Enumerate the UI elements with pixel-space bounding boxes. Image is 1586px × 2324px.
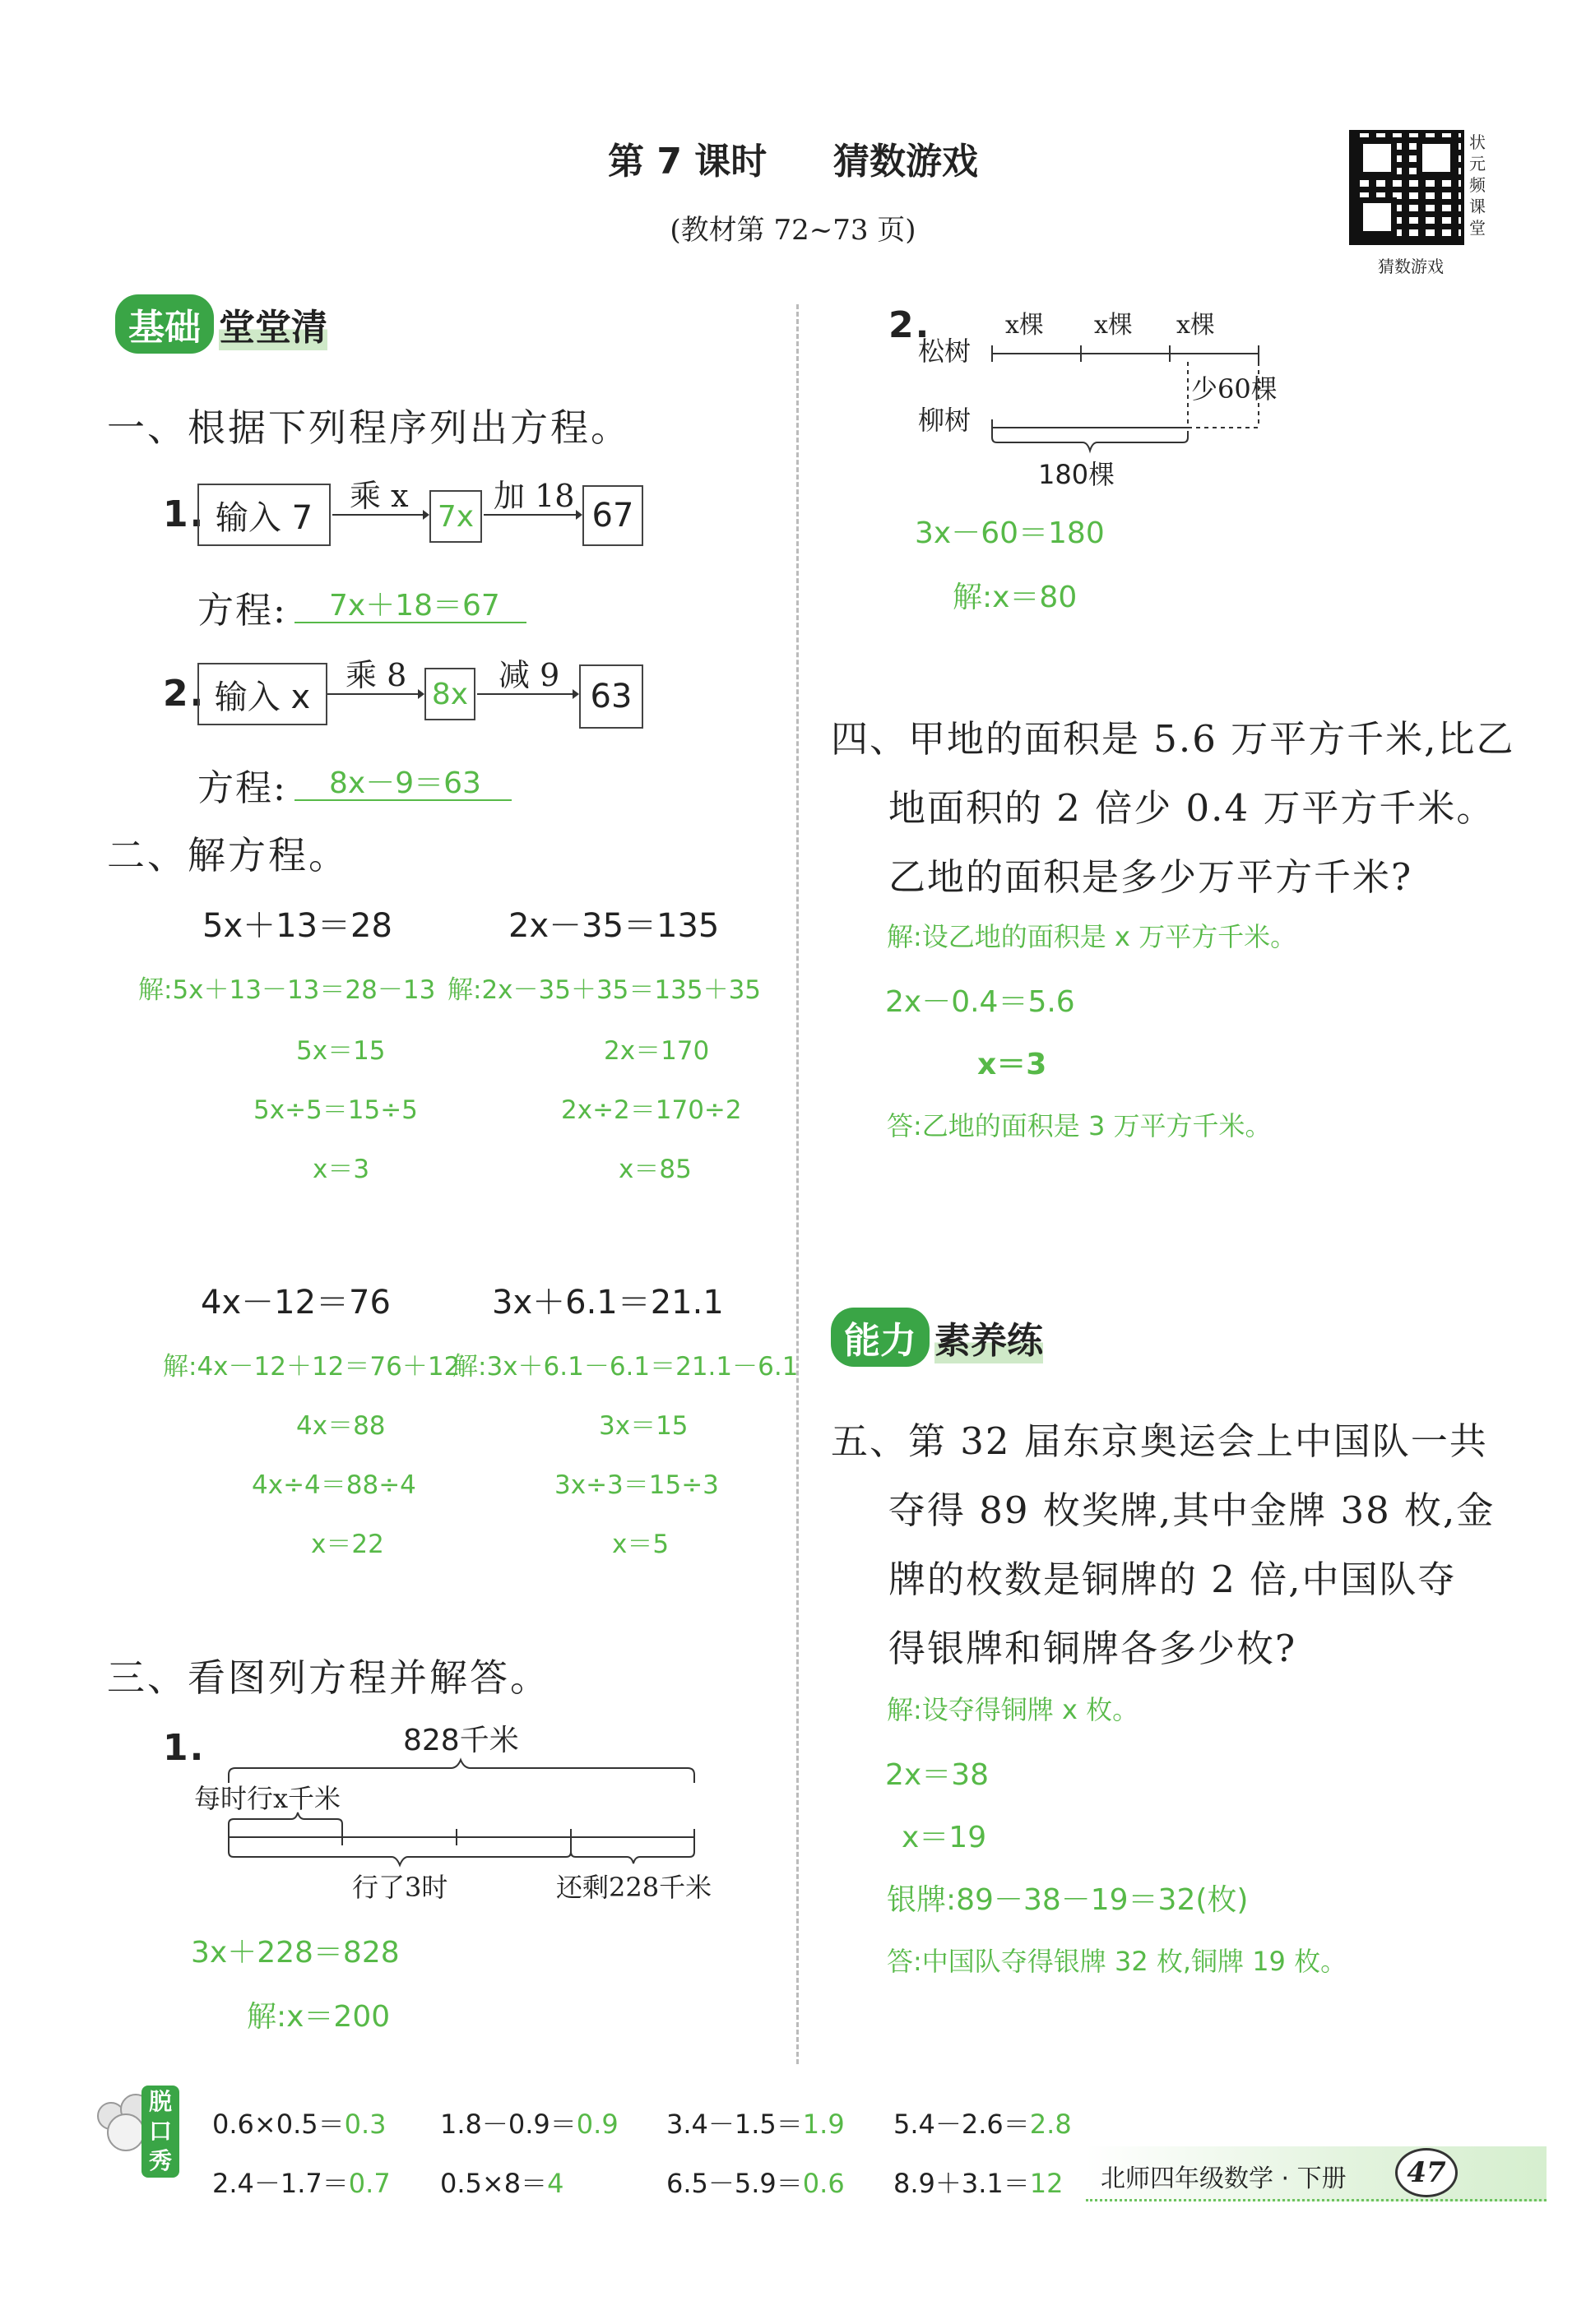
q2-eq2-step3: 2x÷2＝170÷2 — [561, 1095, 742, 1125]
q2-eq2-step1: 解:2x－35＋35＝135＋35 — [448, 975, 762, 1005]
qr-code[interactable] — [1349, 130, 1464, 245]
q3-p1-per-hour-label: 每时行x千米 — [194, 1783, 341, 1814]
q2-eq1-step2: 5x＝15 — [296, 1036, 386, 1066]
oral-answer: 0.3 — [344, 2109, 387, 2140]
q1-p1-arrow2 — [484, 508, 582, 521]
q5-line1: 五、第 32 届东京奥运会上中国队一共 — [831, 1419, 1488, 1463]
oral-label-2: 口 — [148, 2118, 172, 2145]
oral-row1-item3: 3.4－1.5＝1.9 — [666, 2109, 845, 2140]
page-title — [0, 132, 1586, 184]
oral-answer: 4 — [547, 2168, 564, 2199]
q3-p1-total-label: 828千米 — [403, 1724, 519, 1757]
q3-p2-less-label: 少60棵 — [1191, 373, 1278, 405]
q3-p1-remain-label: 还剩228千米 — [556, 1872, 712, 1903]
oral-row1-item1: 0.6×0.5＝0.3 — [212, 2109, 387, 2140]
q2-eq3-step3: 4x÷4＝88÷4 — [252, 1470, 416, 1500]
q1-p1-mid-box: 7x — [429, 490, 482, 543]
oral-row2-item3: 6.5－5.9＝0.6 — [666, 2168, 845, 2199]
q5-answer-x: x＝19 — [902, 1821, 987, 1854]
q5-answer-eq: 2x＝38 — [885, 1758, 990, 1792]
q2-title: 二、解方程。 — [107, 833, 349, 877]
oral-practice-label — [141, 2086, 179, 2178]
oral-row1-item2: 1.8－0.9＝0.9 — [440, 2109, 619, 2140]
oral-answer: 2.8 — [1029, 2109, 1072, 2140]
q2-eq3-step4: x＝22 — [311, 1530, 384, 1559]
q1-p2-output-box: 63 — [579, 664, 643, 729]
badge-highlight-2: 能力 — [831, 1308, 930, 1367]
q2-eq1: 5x＋13＝28 — [202, 907, 392, 945]
q5-line2: 夺得 89 枚奖牌,其中金牌 38 枚,金 — [888, 1488, 1496, 1532]
q3-p1-diagram — [222, 1752, 707, 1883]
q3-p2-total-label: 180棵 — [1038, 459, 1115, 490]
q4-answer-setup: 解:设乙地的面积是 x 万平方千米。 — [887, 921, 1297, 952]
q4-answer-final: 答:乙地的面积是 3 万平方千米。 — [887, 1110, 1272, 1141]
q2-eq4-step1: 解:3x＋6.1－6.1＝21.1－6.1 — [452, 1352, 799, 1382]
oral-answer: 0.6 — [802, 2168, 845, 2199]
q2-eq4-step4: x＝5 — [612, 1530, 670, 1559]
q3-p2-diagram — [987, 329, 1267, 461]
q1-p1-answer[interactable]: 7x＋18＝67 — [294, 582, 526, 623]
q1-p2-label: 方程: — [197, 767, 287, 809]
q3-p2-number: 2. — [888, 304, 931, 346]
q4-answer-x: x＝3 — [977, 1048, 1047, 1081]
q1-p2-input-box: 输入 x — [197, 663, 327, 725]
q4-line1: 四、甲地的面积是 5.6 万平方千米,比乙 — [831, 717, 1515, 761]
q1-p1-arrow1 — [332, 508, 429, 521]
q1-p2-answer[interactable]: 8x－9＝63 — [294, 760, 512, 801]
page-number: 47 — [1395, 2148, 1458, 2197]
q4-line2: 地面积的 2 倍少 0.4 万平方千米。 — [888, 786, 1496, 830]
q3-p1-traveled-label: 行了3时 — [352, 1872, 448, 1903]
q3-p2-equation: 3x－60＝180 — [915, 516, 1105, 550]
oral-row2-item4: 8.9＋3.1＝12 — [893, 2168, 1064, 2199]
q1-p1-op2: 加 18 — [494, 478, 575, 514]
column-divider — [796, 304, 799, 2064]
lesson-number: 第 7 课时 — [608, 141, 767, 183]
q3-p2-seg2-label: x棵 — [1094, 311, 1133, 340]
q1-p2-op2: 减 9 — [499, 657, 560, 693]
q1-p2-mid-box: 8x — [424, 668, 475, 720]
q2-eq2-step2: 2x＝170 — [604, 1036, 710, 1066]
q2-eq1-step3: 5x÷5＝15÷5 — [253, 1095, 418, 1125]
book-title: 北师四年级数学 · 下册 — [1101, 2164, 1347, 2193]
q1-p2-op1: 乘 8 — [345, 657, 407, 693]
q3-p2-seg1-label: x棵 — [1005, 311, 1044, 340]
q2-eq3-step1: 解:4x－12＋12＝76＋12 — [163, 1352, 461, 1382]
q1-p1-op1: 乘 x — [350, 478, 409, 514]
q1-p1-input-box: 输入 7 — [197, 484, 331, 546]
q2-eq4: 3x＋6.1＝21.1 — [492, 1284, 724, 1322]
oral-label-3: 秀 — [148, 2147, 172, 2174]
q2-eq3: 4x－12＝76 — [201, 1284, 391, 1322]
q1-p2-number: 2. — [163, 673, 206, 715]
q1-p2-arrow1 — [327, 687, 424, 701]
q1-p1-number: 1. — [163, 493, 206, 535]
q1-p2-arrow2 — [477, 687, 579, 701]
q3-p1-number: 1. — [163, 1727, 206, 1769]
oral-row1-item4: 5.4－2.6＝2.8 — [893, 2109, 1072, 2140]
q4-answer-eq: 2x－0.4＝5.6 — [885, 985, 1075, 1019]
q1-title: 一、根据下列程序列出方程。 — [107, 405, 631, 450]
q3-p2-solution: 解:x＝80 — [953, 581, 1078, 614]
badge-rest-2: 素养练 — [934, 1311, 1043, 1363]
page-subtitle: (教材第 72~73 页) — [670, 214, 916, 247]
lesson-title: 猜数游戏 — [832, 141, 978, 183]
q2-eq2-step4: x＝85 — [619, 1155, 692, 1184]
oral-row2-item2: 0.5×8＝4 — [440, 2168, 564, 2199]
oral-answer: 0.9 — [576, 2109, 619, 2140]
q2-eq1-step1: 解:5x＋13－13＝28－13 — [138, 975, 436, 1005]
q3-p1-solution: 解:x＝200 — [247, 2000, 391, 2034]
q1-p1-output-box: 67 — [582, 485, 643, 546]
q2-eq2: 2x－35＝135 — [508, 907, 720, 945]
qr-side-label: 状元频课堂 — [1469, 132, 1486, 238]
q2-eq4-step3: 3x÷3＝15÷3 — [554, 1470, 719, 1500]
q3-p2-pine-label: 松树 — [918, 336, 972, 367]
qr-caption: 猜数游戏 — [1378, 257, 1444, 276]
q5-line4: 得银牌和铜牌各多少枚? — [888, 1627, 1297, 1670]
q3-p2-willow-label: 柳树 — [918, 405, 972, 436]
q5-answer-setup: 解:设夺得铜牌 x 枚。 — [887, 1694, 1139, 1725]
q2-eq3-step2: 4x＝88 — [296, 1411, 386, 1441]
q3-p1-equation: 3x＋228＝828 — [191, 1936, 400, 1970]
q5-line3: 牌的枚数是铜牌的 2 倍,中国队夺 — [888, 1558, 1457, 1601]
q3-p2-seg3-label: x棵 — [1176, 311, 1215, 340]
q1-p1-label: 方程: — [197, 590, 287, 632]
badge-rest: 堂堂清 — [219, 298, 327, 350]
q4-line3: 乙地的面积是多少万平方千米? — [888, 855, 1413, 899]
q5-answer-silver: 银牌:89－38－19＝32(枚) — [887, 1883, 1249, 1917]
oral-answer: 0.7 — [348, 2168, 391, 2199]
q3-title: 三、看图列方程并解答。 — [107, 1655, 550, 1700]
badge-highlight: 基础 — [115, 294, 214, 354]
section-badge-basic — [115, 298, 327, 350]
q2-eq4-step2: 3x＝15 — [599, 1411, 689, 1441]
q5-answer-final: 答:中国队夺得银牌 32 枚,铜牌 19 枚。 — [887, 1946, 1347, 1977]
oral-answer: 12 — [1029, 2168, 1064, 2199]
section-badge-ability — [831, 1311, 1043, 1363]
q2-eq1-step4: x＝3 — [313, 1155, 370, 1184]
oral-label-1: 脱 — [148, 2088, 172, 2115]
oral-answer: 1.9 — [802, 2109, 845, 2140]
oral-row2-item1: 2.4－1.7＝0.7 — [212, 2168, 391, 2199]
